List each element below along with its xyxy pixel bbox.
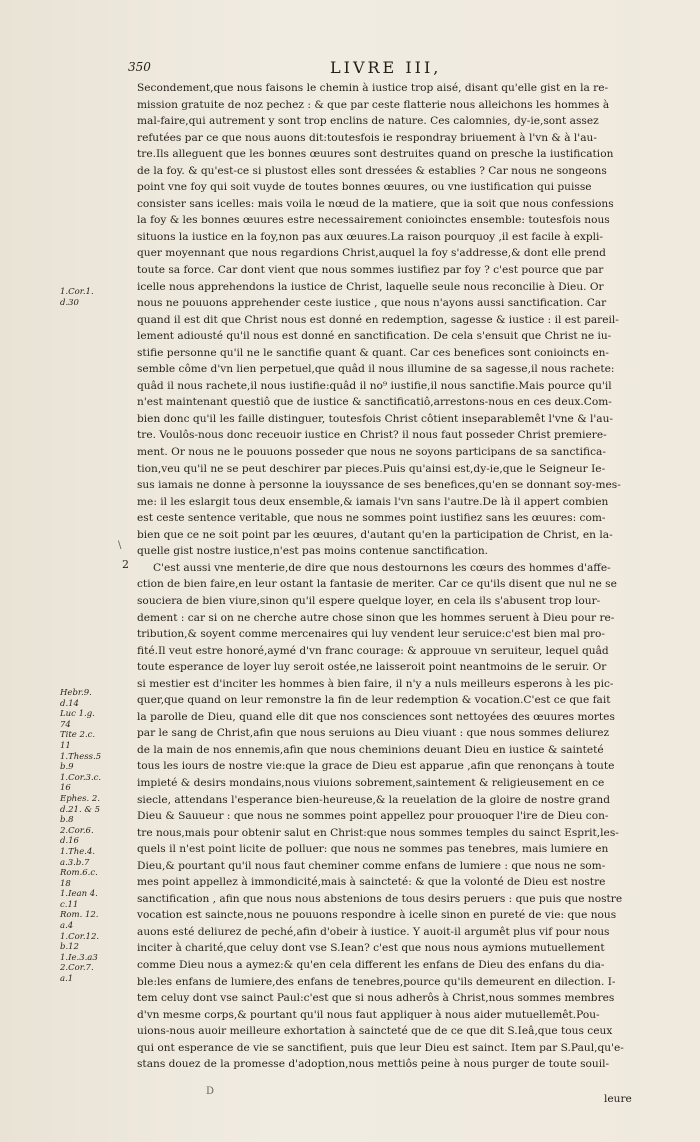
margin-notes-top xyxy=(60,287,120,308)
paragraph-number: 2 xyxy=(122,558,129,571)
body-text xyxy=(137,80,639,1073)
paragraph-1: Secondement,que nous faisons le chemin à iustice trop aisé, disant qu'elle gist en la re- mission gratuite de noz pechez : & que par ceste flatterie nous alleichons les hommes à mal-faire,qui autrement y sont trop enclins de nature. Ces calomnies, dy-ie,sont assez refutées par ce que nous auons dit:toutesfois ie respondray briuement à l'vn & à l'au- tre.Ils alleguent que les bonnes œuures sont destruites quand on presche la iustification de la foy. & qu'est-ce si plustost elles sont dressées & establies ? Car nous ne songeons point vne foy qui soit vuyde de toutes bonnes œuures, ou vne iustification qui puisse consister sans icelles: mais voila le nœud de la matiere, que ia soit que nous confessions la foy & les bonnes œuures estre necessairement conioinctes ensemble: toutesfois nous situons la iustice en la foy,non pas aux œuures.La raison pourquoy ,il est facile à expli- quer moyennant que nous regardions Christ,auquel la foy s'addresse,& dont elle prend toute sa force. Car dont vient que nous sommes iustifiez par foy ? c'est pource que par icelle nous apprehendons la iustice de Christ, laquelle seule nous reconcilie à Dieu. Or nous ne pouuons apprehender ceste iustice , que nous n'ayons aussi sanctification. Car quand il est dit que Christ nous est donné en redemption, sagesse & iustice : il est pareil- lement adiousté qu'il nous est donné en sanctification. De cela s'ensuit que Christ ne iu- stifie personne qu'il ne le sanctifie quant & quant. Car ces benefices sont conioincts en- semble côme d'vn lien perpetuel,que quâd il nous illumine de sa sagesse,il nous rachete: quâd il nous rachete,il nous iustifie:quâd il no⁹ iustifie,il nous sanctifie.Mais pource qu'il n'est maintenant questiô que de iustice & sanctificatiô,arrestons-nous en ces deux.Com- bien donc qu'il les faille distinguer, toutesfois Christ côtient inseparablemêt l'vne & l'au- tre. Voulôs-nous donc receuoir iustice en Christ? il nous faut posseder Christ premiere- ment. Or nous ne le pouuons posseder que nous ne soyons participans de sa sanctifica- tion,veu qu'il ne se peut deschirer par pieces.Puis qu'ainsi est,dy-ie,que le Seigneur Ie- sus iamais ne donne à personne la iouyssance de ses benefices,qu'en se donnant soy-mes- me: il les eslargit tous deux ensemble,& iamais l'vn sans l'autre.De là il appert combien est ceste sentence veritable, que nous ne sommes point iustifiez sans les œuures: com- bien que ce ne soit point par les œuures, d'autant qu'en la participation de Christ, en la- quelle gist nostre iustice,n'est pas moins contenue sanctification. xyxy=(137,82,621,558)
margin-notes-bottom xyxy=(60,688,120,985)
signature-mark: D xyxy=(206,1086,215,1097)
margin-note-references: Hebr.9. d.14 Luc 1.g. 74 Tite 2.c. 11 1.Thess.5 b.9 1.Cor.3.c. 16 Ephes. 2. d.21. & 5 b.8 2.Cor.6. d.16 1.The.4. a.3.b.7 Rom.6.c. 18 1.Iean 4. c.11 Rom. 12. a.4 1.Cor.12. b.12 1.Ie.3.a3 2.Cor.7. a.1 xyxy=(60,688,102,985)
page-number: 350 xyxy=(128,60,151,74)
catchword: leure xyxy=(604,1093,632,1105)
paragraph-marker: \ xyxy=(118,540,122,551)
margin-note-reference: 1.Cor.1. d.30 xyxy=(60,287,94,308)
paragraph-2: C'est aussi vne menterie,de dire que nous destournons les cœurs des hommes d'affe- ction de bien faire,en leur ostant la fantasie de meriter. Car ce qu'ils disent que nul ne se souciera de bien viure,sinon qu'il espere quelque loyer, en cela ils s'abusent trop lour- dement : car si on ne cherche autre chose sinon que les hommes seruent à Dieu pour re- tribution,& soyent comme mercenaires qui luy vendent leur seruice:c'est bien mal pro- fité.Il veut estre honoré,aymé d'vn franc courage: & approuue vn seruiteur, lequel quâd toute esperance de loyer luy seroit ostée,ne laisseroit point neantmoins de le seruir. Or si mestier est d'inciter les hommes à bien faire, il n'y a nuls meilleurs esperons à les pic- quer,que quand on leur remonstre la fin de leur redemption & vocation.C'est ce que fait la parolle de Dieu, quand elle dit que nos consciences sont nettoyées des œuures mortes par le sang de Christ,afin que nous seruions au Dieu viuant : que nous sommes deliurez de la main de nos ennemis,afin que nous cheminions deuant Dieu en iustice & sainteté tous les iours de nostre vie:que la grace de Dieu est apparue ,afin que renonçans à toute impieté & desirs mondains,nous viuions sobrement,saintement & religieusement en ce siecle, attendans l'esperance bien-heureuse,& la reuelation de la gloire de nostre grand Dieu & Sauueur : que nous ne sommes point appellez pour prouoquer l'ire de Dieu con- tre nous,mais pour obtenir salut en Christ:que nous sommes temples du sainct Esprit,les- quels il n'est point licite de polluer: que nous ne sommes pas tenebres, mais lumiere en Dieu,& pourtant qu'il nous faut cheminer comme enfans de lumiere : que nous ne som- mes point appellez à immondicité,mais à saincteté: & que la volonté de Dieu est nostre sanctification , afin que nous nous abstenions de tous desirs peruers : que puis que nostre vocation est saincte,nous ne pouuons respondre à icelle sinon en pureté de vie: que nous auons esté deliurez de peché,afin d'obeir à iustice. Y auoit-il argumêt plus vif pour nous inciter à charité,que celuy dont vse S.Iean? c'est que nous nous aymions mutuellement comme Dieu nous a aymez:& qu'en cela different les enfans de Dieu des enfans du dia- ble:les enfans de lumiere,des enfans de tenebres,pource qu'ils demeurent en dilection. I- tem celuy dont vse sainct Paul:c'est que si nous adherôs à Christ,nous sommes membres d'vn mesme corps,& pourtant qu'il nous faut appliquer à nous aider mutuellemêt.Pou- uions-nous auoir meilleure exhortation à saincteté que de ce que dit S.Ieâ,que tous ceux qui ont esperance de vie se sanctifient, puis que leur Dieu est sainct. Item par S.Paul,qu'e- stans douez de la promesse d'adoption,nous mettiôs peine à nous purger de toute souil- xyxy=(137,561,624,1071)
page-header xyxy=(0,58,700,82)
running-head: LIVRE III, xyxy=(330,58,442,77)
